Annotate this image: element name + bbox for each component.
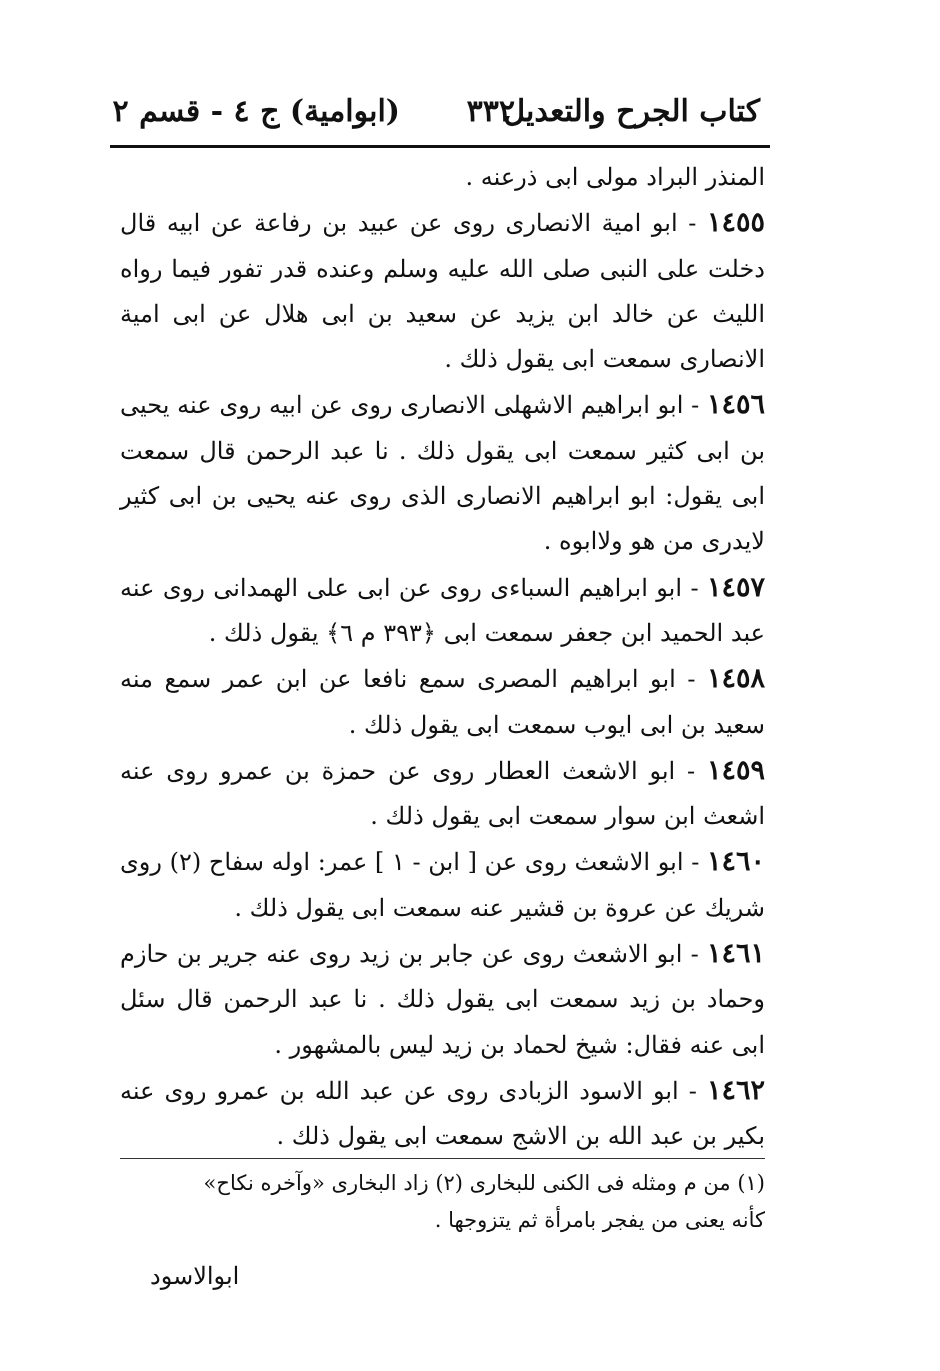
header-rule (110, 145, 770, 148)
entry-text: ابو ابراهيم السباءى روى عن ابى على الهمدانى روى عنه عبد الحميد ابن جعفر سمعت ابى ﴿٣٩٣ م ٦﴾ يقول ذلك . (120, 573, 765, 647)
entry-dash: - (691, 391, 700, 420)
entry-text: ابو امية الانصارى روى عن عبيد بن رفاعة عن ابيه قال دخلت على النبى صلى الله عليه وسلم وعنده قدر تفور فيما رواه الليث عن خالد ابن يزيد عن سعيد بن ابى هلال عن ابى امية الانصارى سمعت ابى يقول ذلك . (120, 209, 765, 374)
entry-dash: - (687, 665, 696, 694)
footnote-line: (١) من م ومثله فى الكنى للبخارى (٢) زاد البخارى «وآخره نكاح» (203, 1171, 765, 1195)
entry-dash: - (691, 848, 700, 877)
entry-dash: - (687, 756, 696, 785)
entry-number: ١٤٥٥ (706, 207, 765, 239)
footnote-line: كأنه يعنى من يفجر بامرأة ثم يتزوجها . (434, 1208, 765, 1232)
biography-entry (120, 565, 765, 657)
opening-line: المنذر البراد مولى ابى ذرعنه . (465, 163, 765, 191)
entry-dash: - (688, 209, 697, 238)
entry-text: ابو الاشعث العطار روى عن حمزة بن عمرو روى عنه اشعث ابن سوار سمعت ابى يقول ذلك . (120, 756, 765, 831)
entry-number: ١٤٦٢ (706, 1074, 765, 1106)
biography-entry (120, 748, 765, 840)
running-header (110, 88, 770, 138)
biography-entry (120, 656, 765, 748)
entry-dash: - (690, 940, 699, 969)
main-text (120, 155, 765, 1160)
footnotes (120, 1165, 765, 1239)
entry-text: ابو الاشعث روى عن جابر بن زيد روى عنه جرير بن حازم وحماد بن زيد سمعت ابى يقول ذلك . نا عبد الرحمن قال سئل ابى عنه فقال: شيخ لحماد بن زيد ليس بالمشهور . (120, 940, 765, 1059)
entry-text: ابو الاشعث روى عن [ ابن - ١ ] عمر: اوله سفاح (٢) روى شريك عن عروة بن قشير عنه سمعت ابى يقول ذلك . (120, 848, 765, 922)
entry-text: ابو ابراهيم المصرى سمع نافعا عن ابن عمر سمع منه سعيد بن ابى ايوب سمعت ابى يقول ذلك . (120, 665, 765, 739)
biography-entry (120, 931, 765, 1068)
entry-number: ١٤٥٨ (706, 663, 765, 695)
book-title: كتاب الجرح والتعديل (503, 94, 760, 129)
entry-number: ١٤٥٦ (706, 389, 765, 421)
biography-entry (120, 839, 765, 931)
entry-text: ابو الاسود الزبادى روى عن عبد الله بن عمرو روى عنه بكير بن عبد الله بن الاشج سمعت ابى يقول ذلك . (120, 1076, 765, 1151)
entry-number: ١٤٥٧ (706, 571, 765, 603)
footnote-rule (120, 1158, 765, 1159)
biography-entry (120, 382, 765, 564)
entry-number: ١٤٦٠ (706, 846, 765, 878)
entry-number: ١٤٥٩ (706, 754, 765, 786)
biography-entry (120, 1068, 765, 1160)
biography-entry (120, 200, 765, 382)
entry-number: ١٤٦١ (706, 938, 765, 970)
entry-dash: - (688, 1076, 697, 1105)
catchword: ابوالاسود (150, 1262, 240, 1290)
entry-text: ابو ابراهيم الاشهلى الانصارى روى عن ابيه روى عنه يحيى بن ابى كثير سمعت ابى يقول ذلك . نا عبد الرحمن قال سمعت ابى يقول: ابو ابراهيم الانصارى الذى روى عنه يحيى بن ابى كثير لايدرى من هو ولاابوه . (120, 391, 765, 556)
section-label: (ابوامية) ج ٤ - قسم ٢ (112, 94, 400, 129)
entry-dash: - (690, 573, 699, 602)
page-number: ٣٣٢ (466, 94, 515, 129)
